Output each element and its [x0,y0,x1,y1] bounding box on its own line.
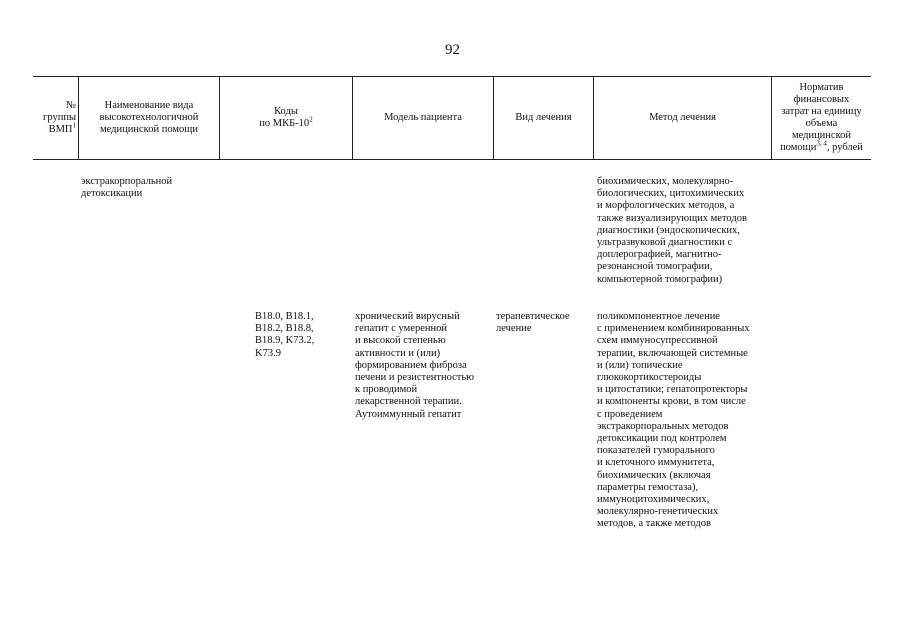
header-treatment-method-text: Метод лечения [649,112,716,123]
header-treatment-method [594,77,771,159]
footnote-ref: 1 [72,121,76,130]
header-cost-standard-suffix: , рублей [826,142,863,153]
page-number: 92 [445,42,460,58]
header-cost-standard-text: Норматив финансовых затрат на единицу объема медицинской помощи [780,82,862,153]
row2-icd-codes: B18.0, B18.1, B18.2, B18.8, B18.9, K73.2, K73.9 [255,311,315,359]
header-care-type-name-text: Наименование вида высокотехнологичной медицинской помощи [99,100,199,135]
row2-treatment-method: поликомпонентное лечение с применением комбинированных схем иммуносупрессивной терапии, включающей системные и (или) топические глюкокортикостероиды и цитостатики; гепатопротекторы и компоненты крови, в том числе с проведением экстракорпоральных методов детоксикации под контролем показателей гуморального и клеточного иммунитета, биохимических (включая параметры гемостаза), иммуноцитохимических, молекулярно-генетических методов, а также методов [597,311,750,530]
header-patient-model [353,77,493,159]
footnote-ref: 3, 4 [816,139,827,148]
row2-patient-model: хронический вирусный гепатит с умеренной и высокой степенью активности и (или) формированием фиброза печени и резистентностью к проводимой лекарственной терапии. Аутоиммунный гепатит [355,311,475,420]
header-vmp-group-text: № группы ВМП [43,100,76,135]
header-cost-standard [772,77,871,159]
header-icd-codes [220,77,352,159]
header-treatment-type-text: Вид лечения [515,112,572,123]
header-care-type-name [79,77,219,159]
footnote-ref: 2 [309,115,313,124]
header-icd-codes-text: Коды по МКБ-10 [259,106,310,129]
row1-treatment-method: биохимических, молекулярно- биологических, цитохимических и морфологических методов, а также визуализирующих методов диагностики (эндоскопических, ультразвуковой диагностики с доплерографией, магнитно- резонансной томографии, компьютерной томографии) [597,176,747,285]
header-vmp-group [33,77,76,159]
row2-treatment-type: терапевтическое лечение [496,311,570,335]
header-treatment-type [494,77,593,159]
header-patient-model-text: Модель пациента [384,112,462,123]
table-header [33,76,871,160]
row1-care-type-name: экстракорпоральной детоксикации [81,176,173,200]
